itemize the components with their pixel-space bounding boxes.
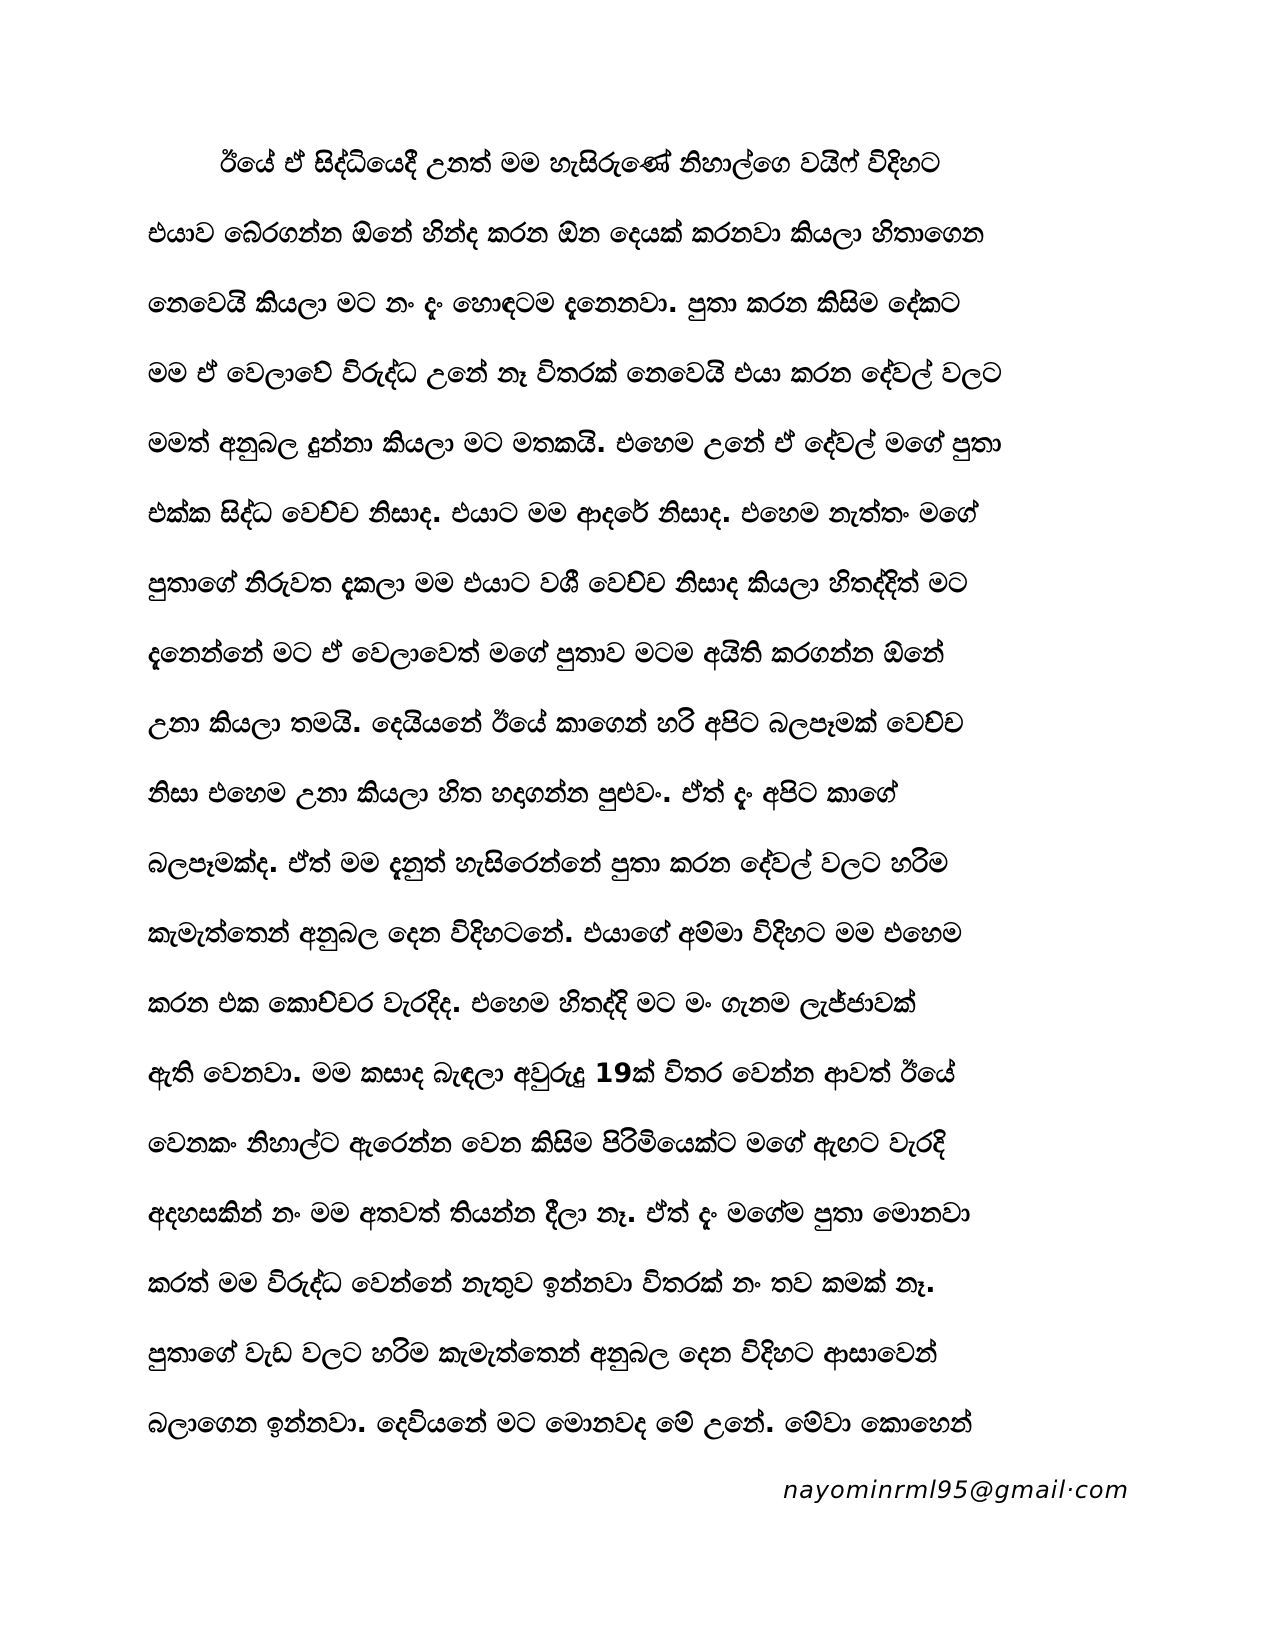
text-line: කරත් මම විරුද්ධ වෙන්නේ නැතුව ඉන්නවා විතරක් නං තව කමක් නෑ. — [148, 1268, 936, 1299]
text-line: මම ඒ වෙලාවේ විරුද්ධ උනේ නෑ විතරක් නෙවෙයි එයා කරන දේවල් වලට — [148, 358, 1002, 389]
text-line: කැමැත්තෙන් අනුබල දෙන විදිහටනේ. එයාගේ අම්මා විදිහට මම එහෙම — [148, 918, 962, 949]
text-line: අදහසකින් නං මම අතවත් තියන්න දීලා නෑ. ඒත් දැං මගේම පුතා මොනවා — [148, 1198, 971, 1229]
text-line: ඇති වෙනවා. මම කසාද බැඳලා අවුරුදු 19ක් විතර වෙන්න ආවත් ඊයේ — [148, 1058, 956, 1089]
text-line: වෙනකං නිහාල්ට ඇරෙන්න වෙන කිසිම පිරිමියෙක්ට මගේ ඇඟට වැරදි — [148, 1128, 945, 1159]
text-line: එක්ක සිද්ධ වෙච්ච නිසාද. එයාට මම ආදරේ නිසාද. එහෙම නැත්තං මගේ — [148, 498, 977, 529]
text-line: බලාගෙන ඉන්නවා. දෙවියනේ මට මොනවද මේ උනේ. මේවා කොහෙන් — [148, 1408, 973, 1439]
text-line: මමත් අනුබල දුන්නා කියලා මට මතකයි. එහෙම උනේ ඒ දේවල් මගේ පුතා — [148, 428, 1002, 459]
footer-email: nayominrml95@gmail·com — [782, 1476, 1129, 1504]
text-line: ඊයේ ඒ සිද්ධියෙදී උනත් මම හැසිරුණේ නිහාල්ගෙ වයිෆ් විදිහට — [220, 148, 941, 179]
text-line: උනා කියලා තමයි. දෙයියනේ ඊයේ කාගෙන් හරි අපිට බලපෑමක් වෙච්ච — [148, 708, 964, 739]
text-line: කරන එක කොච්චර වැරදිද. එහෙම හිතද්දි මට මං ගැනම ලැජ්ජාවක් — [148, 988, 916, 1019]
body-text — [148, 142, 1138, 1472]
text-line: බලපෑමක්ද. ඒත් මම දැනුත් හැසිරෙන්නේ පුතා කරන දේවල් වලට හරිම — [148, 848, 949, 879]
text-line: පුතාගේ නිරුවත දැකලා මම එයාට වශී වෙච්ච නිසාද කියලා හිතද්දිත් මට — [148, 568, 968, 599]
text-line: දැනෙන්නේ මට ඒ වෙලාවෙත් මගේ පුතාව මටම අයිති කරගන්න ඕනේ — [148, 638, 945, 669]
text-line: පුතාගේ වැඩ වලට හරිම කැමැත්තෙන් අනුබල දෙන විදිහට ආසාවෙන් — [148, 1338, 938, 1369]
text-line: නිසා එහෙම උනා කියලා හිත හදාගන්න පුළුවං. ඒත් දැං අපිට කාගේ — [148, 778, 896, 809]
text-line: එයාව බේරගන්න ඕනේ හින්ද කරන ඕන දෙයක් කරනවා කියලා හිතාගෙන — [148, 218, 985, 249]
text-line: නෙවෙයි කියලා මට නං දැං හොඳටම දැනෙනවා. පුතා කරන කිසිම දේකට — [148, 288, 961, 319]
